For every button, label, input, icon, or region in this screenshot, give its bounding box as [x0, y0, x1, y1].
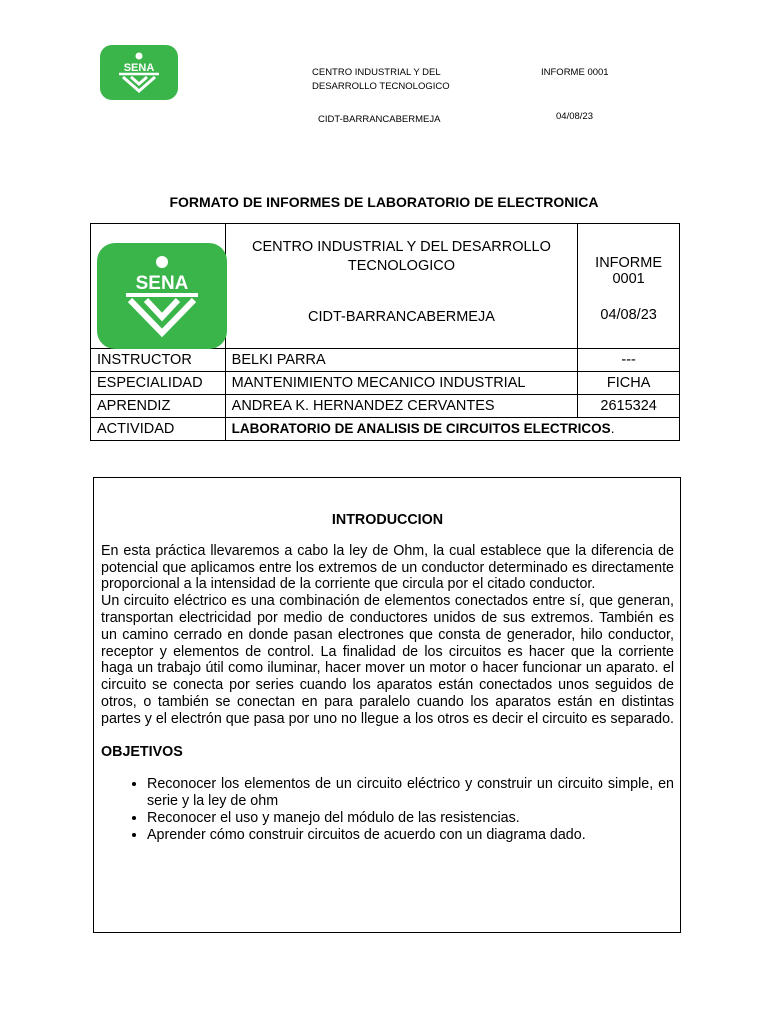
table-row [91, 418, 680, 441]
intro-body [101, 543, 674, 728]
actividad-suffix: . [610, 421, 615, 436]
row-value-especialidad: MANTENIMIENTO MECANICO INDUSTRIAL [225, 372, 578, 395]
row-value-aprendiz: ANDREA K. HERNANDEZ CERVANTES [225, 395, 578, 418]
table-row [91, 349, 680, 372]
table-row [91, 372, 680, 395]
logo-large-text: SENA [135, 273, 189, 294]
sena-logo-small [100, 45, 178, 100]
site-name: CIDT-BARRANCABERMEJA [307, 309, 495, 325]
header-report-no: INFORME 0001 [541, 67, 609, 78]
report-label: INFORME [595, 255, 663, 271]
center-name-line2: TECNOLOGICO [347, 258, 456, 274]
report-number: 0001 [612, 271, 645, 287]
list-item: • Aprender cómo construir circuitos de acuerdo con un diagrama dado. [147, 827, 674, 844]
objectives-heading: OBJETIVOS [101, 743, 183, 760]
intro-heading: INTRODUCCION [331, 512, 444, 528]
intro-paragraph: Un circuito eléctrico es una combinación de elementos conectados entre sí, que generan, transportan electricidad por medio de conductores unidos de sus extremos. También es un camino cerrado en donde pasan electrones que consta de generador, hilo conductor, receptor y elementos de control. La finalidad de los circuitos es hacer que la corriente haga un trabajo útil como iluminar, hacer mover un motor o hacer funcionar un aparato. el circuito se conecta por series cuando los aparatos están conectados unos seguidos de otros, o también se conectan en para paralelo cuando los aparatos están en distintas partes y el electrón que pasa por uno no llegue a los otros es decir el circuito es separado. [101, 593, 675, 727]
sena-logo-large [97, 243, 227, 349]
row-label-actividad: ACTIVIDAD [91, 418, 226, 441]
table-row [91, 395, 680, 418]
header-center-line1: CENTRO INDUSTRIAL Y DEL [312, 67, 441, 78]
page-title: FORMATO DE INFORMES DE LABORATORIO DE ELECTRONICA [169, 194, 599, 210]
center-name-line1: CENTRO INDUSTRIAL Y DEL DESARROLLO [251, 239, 551, 255]
center-name-cell [225, 224, 578, 349]
row-extra-instructor: --- [578, 349, 680, 372]
report-cell [578, 224, 680, 349]
row-value-instructor: BELKI PARRA [225, 349, 578, 372]
row-extra-ficha: FICHA [578, 372, 680, 395]
row-extra-ficha-number: 2615324 [578, 395, 680, 418]
actividad-text: LABORATORIO DE ANALISIS DE CIRCUITOS ELECTRICOS [231, 421, 611, 436]
list-item: • Reconocer los elementos de un circuito eléctrico y construir un circuito simple, en serie y la ley de ohm [147, 776, 674, 810]
header-site: CIDT-BARRANCABERMEJA [318, 114, 441, 125]
list-item: • Reconocer el uso y manejo del módulo de las resistencias. [147, 810, 674, 827]
row-label-aprendiz: APRENDIZ [91, 395, 226, 418]
info-table [90, 223, 680, 441]
report-date: 04/08/23 [600, 307, 657, 323]
sena-logo-icon [109, 51, 169, 95]
row-value-actividad [225, 418, 679, 441]
header-date: 04/08/23 [556, 111, 593, 122]
row-label-especialidad: ESPECIALIDAD [91, 372, 226, 395]
logo-cell [91, 224, 226, 349]
header-center-name [312, 66, 450, 94]
objectives-list [101, 776, 674, 843]
row-label-instructor: INSTRUCTOR [91, 349, 226, 372]
introduction-section [93, 477, 681, 933]
sena-logo-large-icon [112, 253, 212, 339]
logo-text: SENA [123, 61, 155, 74]
header-center-line2: DESARROLLO TECNOLOGICO [312, 81, 450, 92]
intro-paragraph: En esta práctica llevaremos a cabo la ley de Ohm, la cual establece que la diferencia de potencial que aplicamos entre los extremos de un conductor determinado es directamente proporcional a la intensidad de la corriente que circula por el citado conductor. [101, 542, 674, 593]
